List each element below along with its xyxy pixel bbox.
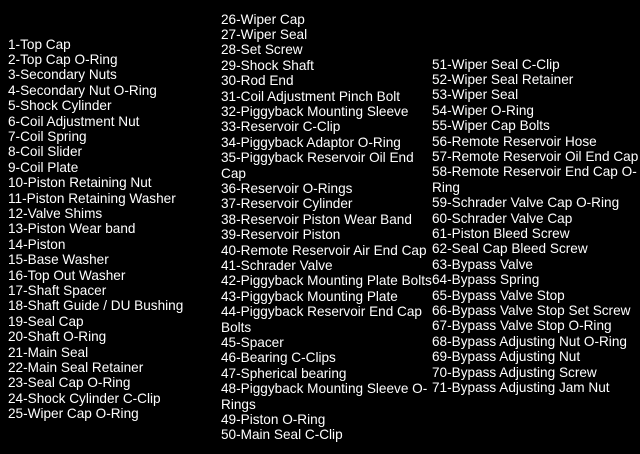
part-item: 26-Wiper Cap (221, 11, 305, 27)
part-item: 1-Top Cap (8, 36, 71, 52)
part-item: 6-Coil Adjustment Nut (8, 113, 140, 129)
part-item: 50-Main Seal C-Clip (221, 427, 343, 443)
part-item: 43-Piggyback Mounting Plate (221, 288, 398, 304)
part-item: 51-Wiper Seal C-Clip (432, 56, 560, 72)
part-item: 63-Bypass Valve (432, 256, 533, 272)
part-item: 30-Rod End (221, 73, 294, 89)
part-item: 48-Piggyback Mounting Sleeve O-Rings (221, 381, 428, 412)
part-item: 53-Wiper Seal (432, 87, 519, 103)
part-item: 67-Bypass Valve Stop O-Ring (432, 318, 612, 334)
part-item: 47-Spherical bearing (221, 365, 347, 381)
part-item: 11-Piston Retaining Washer (8, 190, 176, 206)
part-item: 65-Bypass Valve Stop (432, 287, 565, 303)
part-item: 17-Shaft Spacer (8, 283, 107, 298)
part-item: 59-Schrader Valve Cap O-Ring (432, 195, 620, 211)
part-item: 46-Bearing C-Clips (221, 350, 336, 366)
part-item: 21-Main Seal (8, 344, 89, 360)
part-item: 40-Remote Reservoir Air End Cap (221, 242, 427, 258)
part-item: 56-Remote Reservoir Hose (432, 133, 597, 149)
parts-column-2 (221, 12, 434, 443)
part-item: 45-Spacer (221, 335, 284, 351)
part-item: 22-Main Seal Retainer (8, 360, 144, 376)
part-item: 4-Secondary Nut O-Ring (8, 82, 157, 98)
part-item: 33-Reservoir C-Clip (221, 119, 341, 135)
part-item: 24-Shock Cylinder C-Clip (8, 390, 161, 406)
part-item: 12-Valve Shims (8, 205, 103, 221)
part-item: 58-Remote Reservoir End Cap O-Ring (432, 164, 637, 195)
part-item: 39-Reservoir Piston (221, 227, 341, 243)
part-item: 35-Piggyback Reservoir Oil End Cap (221, 150, 414, 181)
part-item: 32-Piggyback Mounting Sleeve (221, 103, 409, 119)
part-item: 49-Piston O-Ring (221, 412, 326, 428)
part-item: 9-Coil Plate (8, 159, 79, 175)
part-item: 20-Shaft O-Ring (8, 329, 107, 345)
part-item: 61-Piston Bleed Screw (432, 225, 570, 241)
part-item: 15-Base Washer (8, 252, 109, 268)
parts-column-3 (432, 57, 640, 396)
part-item: 66-Bypass Valve Stop Set Screw (432, 303, 631, 318)
part-item: 62-Seal Cap Bleed Screw (432, 241, 588, 257)
part-item: 3-Secondary Nuts (8, 67, 117, 83)
part-item: 8-Coil Slider (8, 144, 83, 160)
part-item: 28-Set Screw (221, 42, 303, 58)
parts-column-1 (8, 37, 213, 422)
part-item: 71-Bypass Adjusting Jam Nut (432, 380, 610, 396)
part-item: 5-Shock Cylinder (8, 98, 112, 114)
part-item: 34-Piggyback Adaptor O-Ring (221, 134, 401, 150)
part-item: 52-Wiper Seal Retainer (432, 71, 574, 87)
part-item: 7-Coil Spring (8, 128, 87, 144)
part-item: 69-Bypass Adjusting Nut (432, 349, 581, 365)
part-item: 29-Shock Shaft (221, 57, 314, 73)
part-item: 19-Seal Cap (8, 313, 84, 329)
part-item: 18-Shaft Guide / DU Bushing (8, 298, 184, 314)
part-item: 57-Remote Reservoir Oil End Cap (432, 148, 639, 164)
part-item: 70-Bypass Adjusting Screw (432, 364, 597, 380)
part-item: 42-Piggyback Mounting Plate Bolts (221, 273, 432, 289)
part-item: 55-Wiper Cap Bolts (432, 118, 550, 134)
part-item: 41-Schrader Valve (221, 258, 333, 273)
part-item: 13-Piston Wear band (8, 221, 136, 237)
part-item: 38-Reservoir Piston Wear Band (221, 211, 412, 227)
part-item: 60-Schrader Valve Cap (432, 210, 573, 226)
part-item: 14-Piston (8, 236, 66, 252)
part-item: 25-Wiper Cap O-Ring (8, 406, 139, 422)
part-item: 10-Piston Retaining Nut (8, 175, 152, 191)
part-item: 44-Piggyback Reservoir End Cap Bolts (221, 304, 422, 335)
part-item: 23-Seal Cap O-Ring (8, 375, 131, 391)
part-item: 54-Wiper O-Ring (432, 102, 534, 118)
part-item: 37-Reservoir Cylinder (221, 196, 353, 212)
part-item: 2-Top Cap O-Ring (8, 51, 118, 67)
part-item: 27-Wiper Seal (221, 26, 308, 42)
part-item: 36-Reservoir O-Rings (221, 180, 353, 196)
part-item: 16-Top Out Washer (8, 267, 126, 283)
part-item: 31-Coil Adjustment Pinch Bolt (221, 88, 401, 104)
part-item: 68-Bypass Adjusting Nut O-Ring (432, 333, 627, 349)
part-item: 64-Bypass Spring (432, 272, 540, 288)
